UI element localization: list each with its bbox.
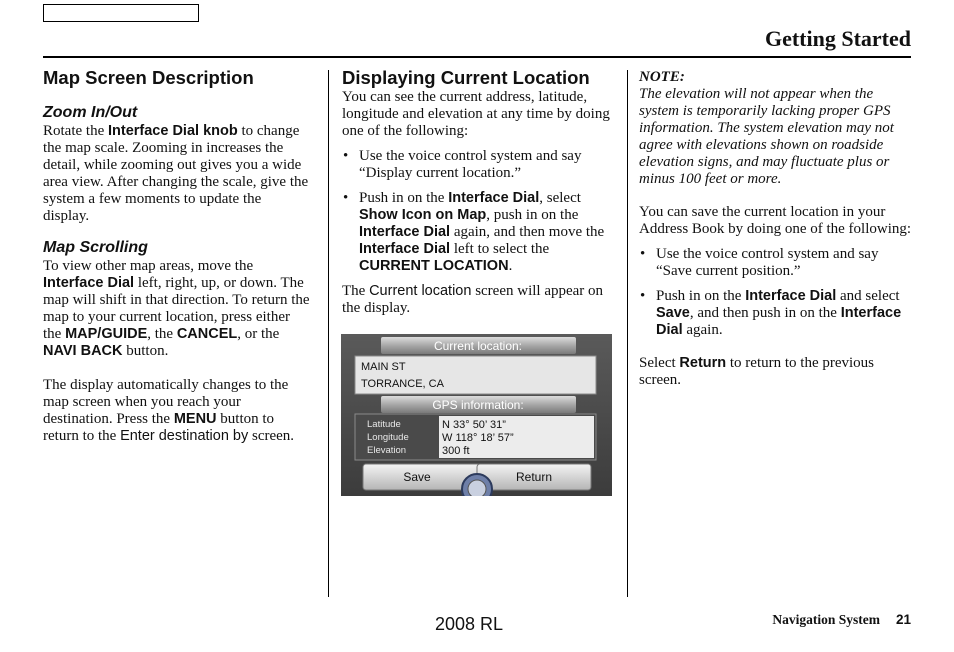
longitude-label: Longitude (367, 432, 409, 443)
interface-dial-knob-icon (468, 480, 486, 496)
screen-title: Current location: (433, 339, 523, 353)
paragraph-zoom: Rotate the Interface Dial knob to change the map scale. Zooming in increases the detail, while zooming out gives you a wide area view. After changing the scale, give the system a few moments to update the display. (43, 123, 309, 224)
column-note-save (639, 69, 914, 389)
note-text: The elevation will not appear when the system is temporarily lacking proper GPS information. The system elevation may not agree with elevations shown on roadside elevation signs, and may fluctuate plus or minus 100 feet or more. (639, 86, 894, 187)
current-location-screen-image (341, 334, 612, 496)
address-line-1: MAIN ST (361, 361, 406, 373)
column-current-location (342, 67, 612, 317)
column-divider-2 (627, 70, 628, 597)
save-button-label: Save (403, 470, 431, 484)
page-number: 21 (895, 612, 911, 627)
elevation-label: Elevation (367, 445, 407, 456)
paragraph-screen-appears: The Current location screen will appear on the display. (342, 283, 604, 316)
list-save-methods (639, 246, 914, 339)
heading-map-scrolling: Map Scrolling (43, 239, 148, 256)
heading-map-screen-description: Map Screen Description (43, 67, 254, 88)
elevation-value: 300 ft (442, 445, 470, 457)
list-item: • Use the voice control system and say “Display current location.” (343, 148, 582, 181)
section-tab-box (43, 4, 199, 22)
latitude-value: N 33° 50’ 31” (442, 419, 506, 431)
list-item: • Push in on the Interface Dial and select Save, and then push in on the Interface Dial again. (640, 288, 902, 338)
paragraph-scrolling: To view other map areas, move the Interface Dial left, right, up, or down. The map will shift in that direction. To return the map to your current location, press either the MAP/GUIDE, the CANCEL, or the NAVI BACK button. (43, 258, 310, 359)
section-title: Getting Started (764, 26, 911, 51)
list-item: • Push in on the Interface Dial, select Show Icon on Map, push in on the Interface Dial again, and then move the Interface Dial left to select the CURRENT LOCATION. (343, 190, 605, 274)
latitude-label: Latitude (367, 419, 401, 430)
paragraph-return: Select Return to return to the previous screen. (639, 355, 875, 388)
paragraph-intro: You can see the current address, latitude, longitude and elevation at any time by doing one of the following: (342, 89, 610, 139)
column-divider-1 (328, 70, 329, 597)
list-item: • Use the voice control system and say “Save current position.” (640, 246, 879, 279)
header-rule (43, 56, 911, 58)
paragraph-auto-change: The display automatically changes to the map screen when you reach your destination. Press the MENU button to return to the Enter destination by screen. (43, 377, 295, 444)
heading-zoom: Zoom In/Out (43, 104, 138, 121)
footer-navigation (772, 612, 911, 628)
return-button-label: Return (515, 470, 553, 484)
paragraph-save-intro: You can save the current location in your Address Book by doing one of the following: (639, 204, 912, 237)
note-label: NOTE: (639, 69, 685, 85)
column-map-screen (43, 67, 311, 445)
gps-title: GPS information: (432, 398, 524, 412)
footer-model: 2008 RL (435, 614, 504, 634)
list-display-methods (342, 148, 612, 275)
address-line-2: TORRANCE, CA (361, 378, 444, 390)
footer-nav-label: Navigation System (772, 612, 880, 627)
heading-displaying-current-location: Displaying Current Location (342, 67, 590, 88)
longitude-value: W 118° 18’ 57” (442, 432, 514, 444)
